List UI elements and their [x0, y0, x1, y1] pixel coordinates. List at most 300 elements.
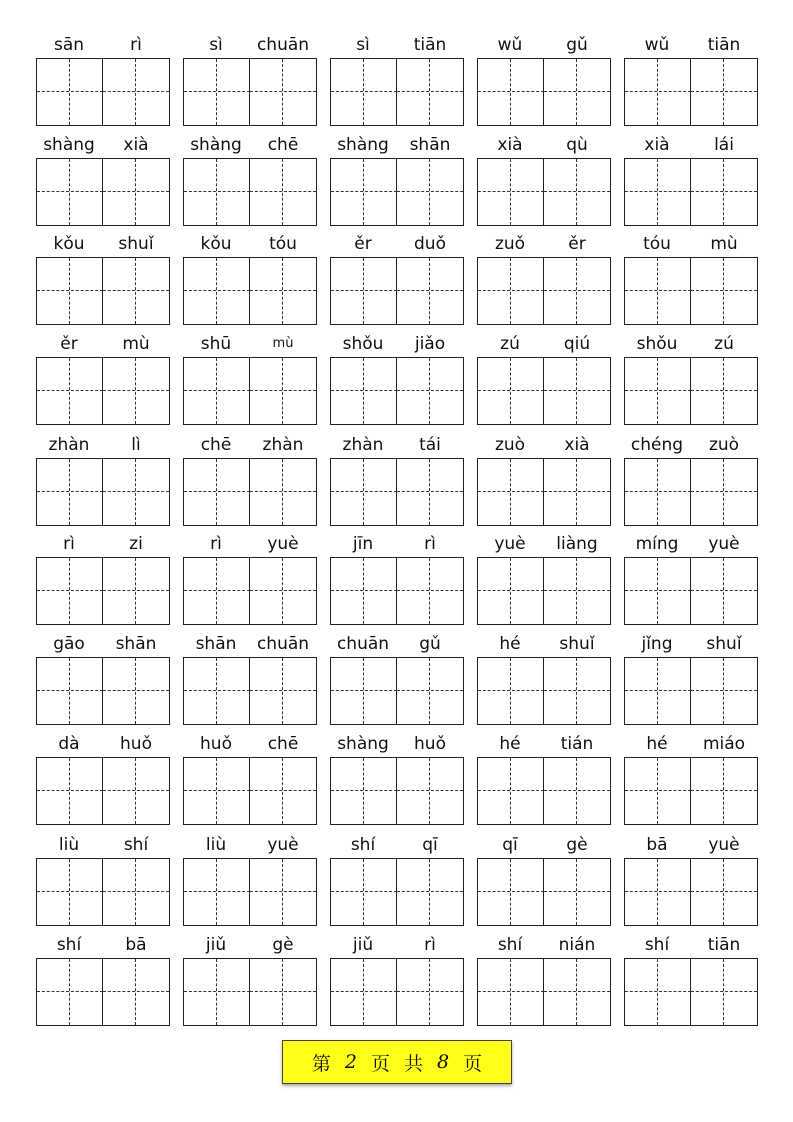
guide-line-vertical [135, 358, 136, 424]
guide-line-horizontal [691, 290, 757, 291]
guide-line-horizontal [184, 191, 250, 192]
writing-cell-first[interactable] [184, 358, 250, 424]
writing-cell-first[interactable] [625, 558, 691, 624]
guide-line-horizontal [250, 590, 316, 591]
guide-line-horizontal [184, 290, 250, 291]
writing-cell-first[interactable] [625, 658, 691, 724]
guide-line-vertical [657, 59, 658, 125]
guide-line-horizontal [184, 590, 250, 591]
guide-line-horizontal [625, 491, 691, 492]
writing-grid [477, 58, 611, 126]
pinyin-label-second: tiān [413, 35, 447, 55]
writing-grid [330, 158, 464, 226]
pinyin-label-first: sān [53, 35, 85, 55]
writing-cell-first[interactable] [37, 859, 103, 925]
writing-cell-first[interactable] [184, 658, 250, 724]
writing-cell-second[interactable] [250, 758, 316, 824]
word-entry [183, 631, 317, 731]
writing-cell-first[interactable] [331, 258, 397, 324]
writing-cell-first[interactable] [37, 459, 103, 525]
writing-cell-second[interactable] [250, 159, 316, 225]
guide-line-vertical [282, 258, 283, 324]
guide-line-horizontal [625, 790, 691, 791]
writing-grid [183, 357, 317, 425]
writing-cell-second[interactable] [397, 658, 463, 724]
guide-line-horizontal [691, 891, 757, 892]
writing-grid [330, 858, 464, 926]
pinyin-label-first: hé [499, 734, 521, 754]
pinyin-label-second: qī [422, 835, 438, 855]
writing-grid [624, 357, 758, 425]
writing-cell-first[interactable] [478, 859, 544, 925]
writing-cell-first[interactable] [625, 59, 691, 125]
writing-cell-first[interactable] [331, 959, 397, 1025]
word-entry [624, 132, 758, 232]
writing-cell-second[interactable] [544, 358, 610, 424]
word-entry [36, 32, 170, 132]
pinyin-label-second: tiān [707, 35, 741, 55]
writing-cell-second[interactable] [250, 558, 316, 624]
writing-cell-first[interactable] [331, 358, 397, 424]
footer-ye-char: 页 [370, 1052, 390, 1075]
guide-line-vertical [135, 859, 136, 925]
worksheet-row [0, 331, 793, 431]
guide-line-vertical [363, 459, 364, 525]
writing-cell-second[interactable] [250, 859, 316, 925]
guide-line-vertical [282, 758, 283, 824]
writing-cell-first[interactable] [331, 658, 397, 724]
pinyin-label-first: sì [209, 35, 223, 55]
writing-cell-second[interactable] [691, 859, 757, 925]
guide-line-vertical [723, 459, 724, 525]
guide-line-horizontal [478, 991, 544, 992]
footer-gong-char: 共 [404, 1052, 424, 1075]
guide-line-horizontal [544, 91, 610, 92]
word-entry [624, 731, 758, 831]
writing-cell-first[interactable] [184, 959, 250, 1025]
guide-line-vertical [135, 959, 136, 1025]
writing-cell-second[interactable] [397, 258, 463, 324]
guide-line-horizontal [397, 590, 463, 591]
pinyin-label-first: xià [497, 135, 523, 155]
guide-line-horizontal [37, 390, 103, 391]
writing-cell-second[interactable] [250, 258, 316, 324]
guide-line-horizontal [625, 891, 691, 892]
pinyin-label-first: shān [195, 634, 237, 654]
writing-cell-first[interactable] [37, 159, 103, 225]
footer-total-pages: 8 [437, 1051, 450, 1073]
pinyin-label-second: lì [131, 435, 141, 455]
writing-cell-second[interactable] [250, 658, 316, 724]
writing-cell-second[interactable] [544, 258, 610, 324]
pinyin-label-second: rì [424, 534, 436, 554]
guide-line-vertical [576, 758, 577, 824]
pinyin-label-second: ěr [568, 234, 586, 254]
writing-cell-first[interactable] [331, 558, 397, 624]
writing-cell-second[interactable] [250, 959, 316, 1025]
guide-line-horizontal [103, 390, 169, 391]
pinyin-label-first: kǒu [53, 234, 85, 254]
guide-line-horizontal [250, 790, 316, 791]
guide-line-vertical [657, 558, 658, 624]
guide-line-vertical [510, 258, 511, 324]
writing-cell-second[interactable] [103, 358, 169, 424]
guide-line-vertical [510, 59, 511, 125]
guide-line-vertical [429, 159, 430, 225]
guide-line-vertical [363, 859, 364, 925]
guide-line-horizontal [250, 290, 316, 291]
pinyin-label-second: tái [419, 435, 441, 455]
guide-line-vertical [135, 258, 136, 324]
writing-cell-second[interactable] [691, 658, 757, 724]
writing-cell-second[interactable] [250, 358, 316, 424]
writing-cell-first[interactable] [331, 859, 397, 925]
guide-line-vertical [135, 658, 136, 724]
footer-di-char: 第 [311, 1052, 331, 1075]
writing-cell-second[interactable] [691, 959, 757, 1025]
writing-cell-first[interactable] [331, 459, 397, 525]
guide-line-vertical [657, 658, 658, 724]
guide-line-vertical [576, 59, 577, 125]
writing-cell-first[interactable] [37, 959, 103, 1025]
writing-cell-second[interactable] [544, 658, 610, 724]
guide-line-vertical [510, 558, 511, 624]
guide-line-vertical [576, 558, 577, 624]
guide-line-vertical [657, 959, 658, 1025]
guide-line-vertical [723, 758, 724, 824]
writing-cell-second[interactable] [397, 59, 463, 125]
writing-cell-first[interactable] [184, 758, 250, 824]
writing-cell-second[interactable] [250, 59, 316, 125]
writing-cell-first[interactable] [478, 59, 544, 125]
guide-line-vertical [429, 358, 430, 424]
writing-grid [330, 257, 464, 325]
guide-line-vertical [723, 159, 724, 225]
worksheet-row [0, 531, 793, 631]
guide-line-horizontal [184, 790, 250, 791]
pinyin-label-first: liù [58, 835, 80, 855]
writing-cell-first[interactable] [478, 959, 544, 1025]
writing-grid [477, 958, 611, 1026]
guide-line-vertical [69, 658, 70, 724]
writing-cell-second[interactable] [397, 159, 463, 225]
guide-line-horizontal [625, 991, 691, 992]
worksheet-row [0, 432, 793, 532]
guide-line-horizontal [397, 290, 463, 291]
writing-grid [624, 257, 758, 325]
guide-line-horizontal [331, 491, 397, 492]
writing-cell-second[interactable] [691, 558, 757, 624]
word-entry [36, 932, 170, 1032]
writing-grid [477, 158, 611, 226]
writing-cell-first[interactable] [478, 159, 544, 225]
writing-cell-first[interactable] [625, 459, 691, 525]
pinyin-label-second: mù [710, 234, 738, 254]
pinyin-label-second: zuò [708, 435, 740, 455]
word-entry [183, 432, 317, 532]
word-entry [477, 631, 611, 731]
writing-cell-first[interactable] [37, 758, 103, 824]
guide-line-horizontal [397, 390, 463, 391]
guide-line-vertical [282, 658, 283, 724]
writing-cell-first[interactable] [331, 159, 397, 225]
writing-cell-second[interactable] [103, 558, 169, 624]
writing-cell-first[interactable] [37, 59, 103, 125]
writing-cell-second[interactable] [397, 859, 463, 925]
writing-cell-first[interactable] [184, 59, 250, 125]
word-entry [183, 132, 317, 232]
guide-line-vertical [69, 159, 70, 225]
writing-cell-first[interactable] [37, 358, 103, 424]
writing-cell-first[interactable] [625, 959, 691, 1025]
guide-line-horizontal [691, 91, 757, 92]
guide-line-vertical [216, 859, 217, 925]
writing-cell-first[interactable] [184, 258, 250, 324]
writing-cell-second[interactable] [544, 959, 610, 1025]
word-entry [477, 832, 611, 932]
guide-line-horizontal [544, 891, 610, 892]
writing-cell-second[interactable] [544, 159, 610, 225]
guide-line-vertical [135, 159, 136, 225]
pinyin-label-second: xià [123, 135, 149, 155]
pinyin-label-first: jīn [352, 534, 374, 554]
word-entry [330, 531, 464, 631]
writing-grid [624, 858, 758, 926]
word-entry [624, 432, 758, 532]
guide-line-vertical [576, 159, 577, 225]
guide-line-horizontal [478, 690, 544, 691]
writing-cell-second[interactable] [103, 59, 169, 125]
guide-line-horizontal [397, 790, 463, 791]
guide-line-vertical [135, 558, 136, 624]
writing-cell-first[interactable] [478, 358, 544, 424]
writing-grid [624, 757, 758, 825]
writing-cell-first[interactable] [625, 859, 691, 925]
writing-cell-second[interactable] [691, 459, 757, 525]
pinyin-label-first: rì [210, 534, 222, 554]
writing-grid [477, 458, 611, 526]
writing-cell-second[interactable] [691, 358, 757, 424]
writing-cell-second[interactable] [691, 159, 757, 225]
pinyin-label-first: huǒ [200, 734, 232, 754]
word-entry [477, 432, 611, 532]
pinyin-label-first: zhàn [342, 435, 384, 455]
guide-line-horizontal [691, 191, 757, 192]
guide-line-horizontal [37, 590, 103, 591]
guide-line-horizontal [544, 790, 610, 791]
word-entry [36, 231, 170, 331]
pinyin-label-second: xià [564, 435, 590, 455]
writing-cell-second[interactable] [691, 758, 757, 824]
writing-cell-first[interactable] [331, 59, 397, 125]
guide-line-horizontal [544, 390, 610, 391]
pinyin-label-first: chéng [630, 435, 684, 455]
word-entry [36, 832, 170, 932]
pinyin-label-first: shàng [190, 135, 242, 155]
word-entry [477, 731, 611, 831]
pinyin-label-second: liàng [556, 534, 598, 554]
writing-cell-second[interactable] [103, 959, 169, 1025]
writing-cell-first[interactable] [478, 558, 544, 624]
writing-cell-first[interactable] [37, 558, 103, 624]
writing-grid [183, 58, 317, 126]
writing-grid [624, 657, 758, 725]
word-entry [330, 631, 464, 731]
writing-cell-second[interactable] [397, 358, 463, 424]
writing-cell-first[interactable] [625, 258, 691, 324]
guide-line-vertical [282, 159, 283, 225]
writing-cell-first[interactable] [625, 758, 691, 824]
pinyin-label-second: zú [714, 334, 734, 354]
writing-cell-second[interactable] [691, 59, 757, 125]
pinyin-label-first: zuǒ [494, 234, 526, 254]
pinyin-label-first: zhàn [48, 435, 90, 455]
writing-grid [183, 458, 317, 526]
writing-cell-first[interactable] [478, 258, 544, 324]
pinyin-label-first: shí [56, 935, 82, 955]
guide-line-vertical [429, 959, 430, 1025]
worksheet-row [0, 832, 793, 932]
word-entry [330, 132, 464, 232]
guide-line-vertical [69, 459, 70, 525]
pinyin-label-first: shàng [337, 734, 389, 754]
word-entry [36, 132, 170, 232]
writing-cell-first[interactable] [331, 758, 397, 824]
writing-cell-second[interactable] [544, 558, 610, 624]
word-entry [624, 832, 758, 932]
guide-line-horizontal [691, 491, 757, 492]
guide-line-horizontal [103, 690, 169, 691]
guide-line-vertical [576, 258, 577, 324]
writing-grid [36, 958, 170, 1026]
pinyin-label-second: gè [272, 935, 294, 955]
writing-cell-second[interactable] [544, 758, 610, 824]
writing-cell-second[interactable] [544, 59, 610, 125]
writing-grid [183, 257, 317, 325]
guide-line-horizontal [250, 390, 316, 391]
writing-cell-first[interactable] [478, 758, 544, 824]
writing-cell-first[interactable] [625, 358, 691, 424]
word-entry [36, 331, 170, 431]
guide-line-horizontal [331, 191, 397, 192]
pinyin-label-first: hé [499, 634, 521, 654]
writing-grid [36, 58, 170, 126]
writing-cell-second[interactable] [103, 658, 169, 724]
writing-grid [477, 858, 611, 926]
pinyin-label-first: shí [497, 935, 523, 955]
writing-cell-first[interactable] [478, 658, 544, 724]
guide-line-vertical [657, 859, 658, 925]
writing-cell-second[interactable] [397, 959, 463, 1025]
word-entry [36, 631, 170, 731]
pinyin-label-second: chē [267, 135, 299, 155]
guide-line-horizontal [103, 991, 169, 992]
guide-line-vertical [657, 459, 658, 525]
guide-line-horizontal [397, 991, 463, 992]
writing-cell-first[interactable] [184, 859, 250, 925]
pinyin-label-second: zi [129, 534, 143, 554]
word-entry [183, 932, 317, 1032]
pinyin-label-second: chuān [256, 35, 310, 55]
writing-cell-second[interactable] [397, 459, 463, 525]
guide-line-horizontal [250, 991, 316, 992]
pinyin-label-second: tiān [707, 935, 741, 955]
writing-grid [36, 657, 170, 725]
writing-cell-second[interactable] [544, 459, 610, 525]
writing-cell-second[interactable] [103, 758, 169, 824]
writing-grid [183, 657, 317, 725]
writing-cell-first[interactable] [37, 258, 103, 324]
writing-cell-second[interactable] [691, 258, 757, 324]
word-entry [624, 331, 758, 431]
guide-line-horizontal [103, 290, 169, 291]
guide-line-vertical [282, 859, 283, 925]
pinyin-label-second: tóu [269, 234, 297, 254]
guide-line-vertical [216, 258, 217, 324]
worksheet-row [0, 631, 793, 731]
word-entry [624, 932, 758, 1032]
writing-cell-second[interactable] [103, 258, 169, 324]
writing-cell-second[interactable] [397, 758, 463, 824]
guide-line-vertical [282, 558, 283, 624]
writing-cell-first[interactable] [37, 658, 103, 724]
guide-line-vertical [723, 358, 724, 424]
writing-cell-second[interactable] [103, 859, 169, 925]
writing-cell-first[interactable] [184, 159, 250, 225]
guide-line-vertical [429, 658, 430, 724]
writing-cell-first[interactable] [478, 459, 544, 525]
guide-line-horizontal [625, 690, 691, 691]
guide-line-vertical [723, 658, 724, 724]
guide-line-vertical [69, 758, 70, 824]
pinyin-label-second: huǒ [414, 734, 446, 754]
pinyin-label-second: mù [122, 334, 150, 354]
writing-cell-second[interactable] [544, 859, 610, 925]
guide-line-vertical [510, 459, 511, 525]
writing-cell-second[interactable] [103, 159, 169, 225]
writing-grid [183, 757, 317, 825]
pinyin-label-first: chē [200, 435, 232, 455]
guide-line-horizontal [37, 690, 103, 691]
guide-line-vertical [576, 358, 577, 424]
guide-line-horizontal [184, 891, 250, 892]
guide-line-horizontal [544, 991, 610, 992]
writing-cell-first[interactable] [184, 558, 250, 624]
guide-line-horizontal [250, 690, 316, 691]
writing-cell-first[interactable] [625, 159, 691, 225]
pinyin-label-second: huǒ [120, 734, 152, 754]
guide-line-vertical [216, 758, 217, 824]
writing-cell-second[interactable] [397, 558, 463, 624]
writing-cell-second[interactable] [103, 459, 169, 525]
writing-cell-first[interactable] [184, 459, 250, 525]
pinyin-label-first: sì [356, 35, 370, 55]
pinyin-label-second: rì [424, 935, 436, 955]
guide-line-vertical [363, 658, 364, 724]
guide-line-horizontal [397, 191, 463, 192]
pinyin-label-first: zú [500, 334, 520, 354]
writing-cell-second[interactable] [250, 459, 316, 525]
guide-line-vertical [282, 59, 283, 125]
pinyin-label-first: shǒu [342, 334, 384, 354]
guide-line-vertical [216, 658, 217, 724]
word-entry [36, 731, 170, 831]
guide-line-horizontal [250, 191, 316, 192]
writing-grid [477, 257, 611, 325]
guide-line-horizontal [478, 590, 544, 591]
guide-line-horizontal [478, 191, 544, 192]
guide-line-horizontal [37, 191, 103, 192]
